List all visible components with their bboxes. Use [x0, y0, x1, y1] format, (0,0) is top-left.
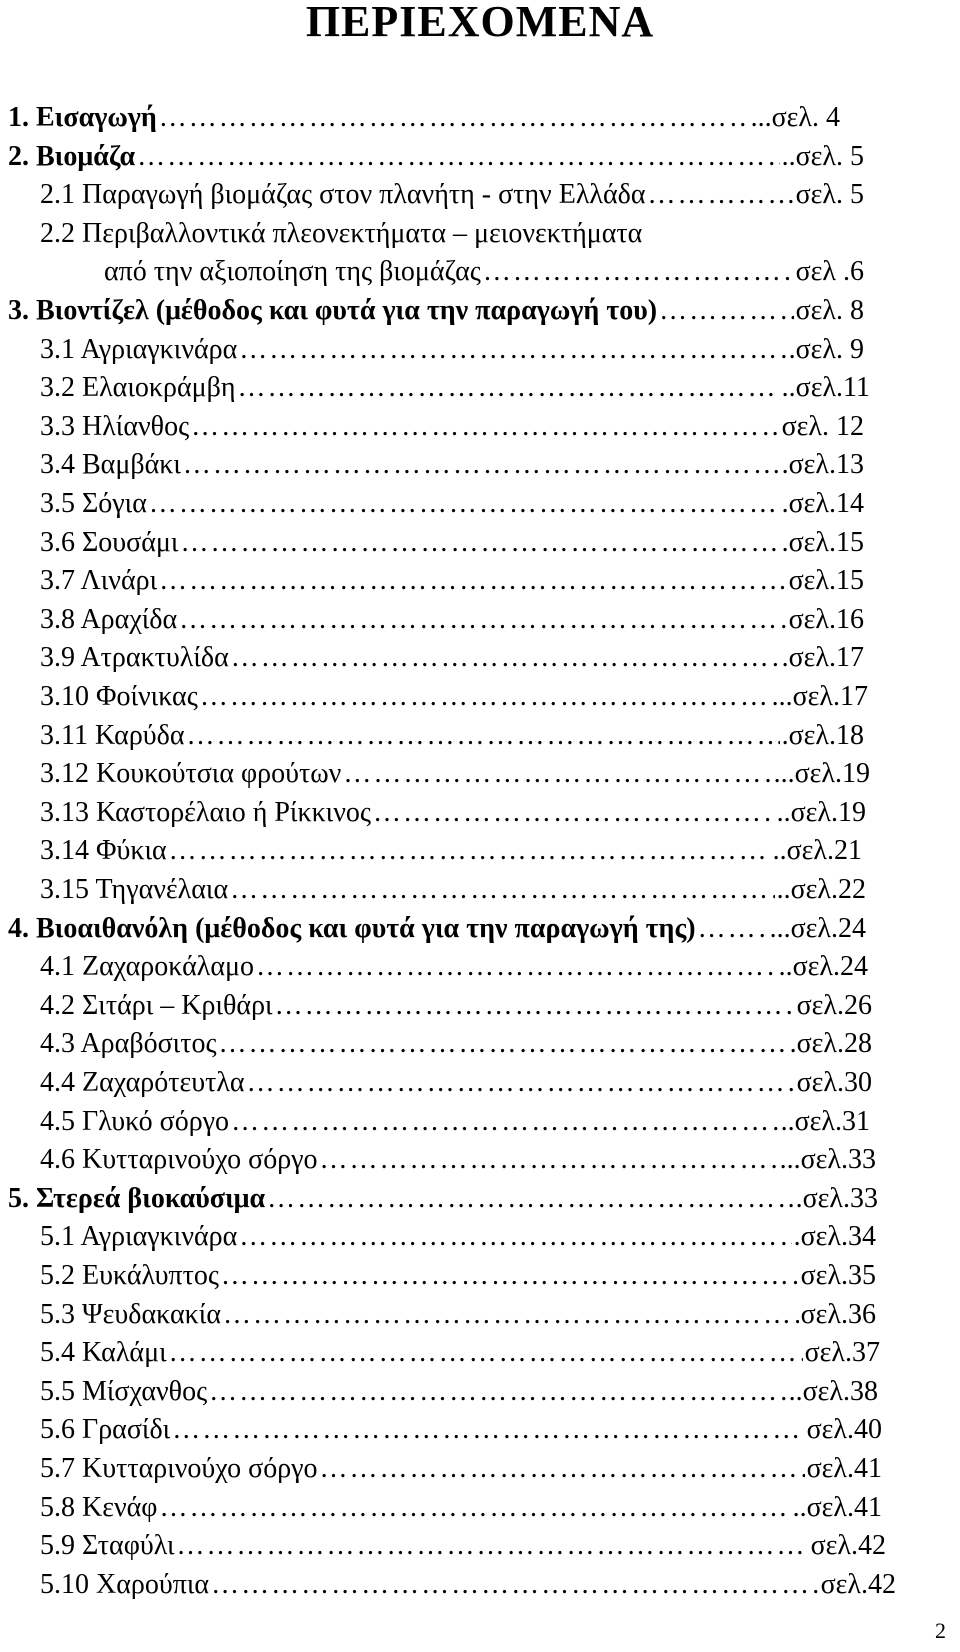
toc-entry	[40, 1333, 880, 1373]
toc-entry-label: 1. Εισαγωγή	[8, 102, 157, 133]
toc-entry	[40, 1410, 882, 1450]
toc-entry	[40, 175, 864, 215]
toc-leader-dots	[256, 947, 777, 987]
toc-entry-page: ..σελ.24	[778, 951, 868, 983]
toc-entry-page: σελ.30	[796, 1067, 872, 1098]
toc-entry-label: 5. Στερεά βιοκαύσιμα	[8, 1182, 266, 1214]
toc-entry	[40, 330, 864, 370]
toc-entry-label: 4.1 Ζαχαροκάλαμο	[40, 951, 255, 983]
toc-entry	[40, 484, 864, 524]
toc-entry	[8, 137, 864, 177]
toc-entry-page: ..σελ.41	[792, 1491, 882, 1523]
toc-entry-label: 5.1 Αγριαγκινάρα	[40, 1221, 238, 1253]
toc-entry-page: .σελ. 9	[788, 333, 864, 365]
toc-entry	[40, 600, 864, 640]
toc-entry	[40, 214, 864, 254]
toc-entry-page: .σελ.13	[781, 449, 864, 481]
page-title: ΠΕΡΙΕΧΟΜΕΝΑ	[305, 0, 655, 46]
toc-entry	[40, 1449, 882, 1489]
toc-entry-page: σελ.35	[800, 1260, 876, 1291]
toc-entry-page: ..σελ.21	[772, 835, 862, 867]
toc-entry-label: 2.2 Περιβαλλοντικά πλεονεκτήματα – μειονεκτήματα	[40, 217, 643, 249]
toc-entry-label: 4. Βιοαιθανόλη (μέθοδος και φυτά για την παραγωγή της)	[8, 912, 696, 944]
toc-entry-label: 2.1 Παραγωγή βιομάζας στον πλανήτη - στην Ελλάδα	[40, 179, 646, 211]
toc-leader-dots	[320, 1140, 778, 1180]
toc-leader-dots	[191, 407, 779, 447]
toc-entry	[8, 909, 866, 949]
toc-entry	[40, 1526, 886, 1566]
toc-leader-dots	[180, 523, 779, 563]
toc-entry-page: σελ .6	[795, 256, 864, 288]
toc-entry-page: ..σελ.22	[776, 874, 866, 905]
toc-entry-label: 3. Βιοντίζελ (μέθοδος και φυτά για την παραγωγή του)	[8, 295, 658, 326]
toc-leader-dots	[177, 1526, 809, 1566]
toc-entry-label: από την αξιοποίηση της βιομάζας	[104, 256, 481, 288]
toc-entry-page: ..σελ.11	[781, 372, 870, 404]
toc-entry	[40, 793, 866, 833]
toc-entry	[40, 1140, 876, 1180]
toc-leader-dots	[159, 1488, 790, 1528]
toc-leader-dots	[483, 252, 794, 292]
toc-entry-label: 4.6 Κυτταρινούχο σόργο	[40, 1144, 318, 1176]
toc-entry-page: σελ.28	[796, 1028, 872, 1060]
toc-entry	[40, 870, 866, 910]
toc-leader-dots	[659, 291, 793, 331]
toc-entry-page: .σελ.34	[793, 1221, 876, 1253]
toc-leader-dots	[169, 831, 771, 871]
toc-entry-page: σελ.36	[800, 1298, 876, 1330]
toc-entry-label: 3.14 Φύκια	[40, 835, 167, 867]
toc-entry	[8, 1179, 878, 1219]
toc-leader-dots	[247, 1063, 795, 1103]
toc-leader-dots	[230, 870, 774, 910]
toc-entry-page: σελ.16	[788, 603, 864, 635]
toc-leader-dots	[239, 1217, 791, 1257]
toc-entry-label: 5.5 Μίσχανθος	[40, 1375, 208, 1407]
toc-entry-label: 5.6 Γρασίδι	[40, 1414, 171, 1446]
toc-entry-page: ...σελ.33	[779, 1144, 876, 1176]
toc-entry	[40, 445, 864, 485]
toc-entry	[40, 754, 870, 794]
toc-leader-dots	[209, 1372, 786, 1412]
toc-entry-label: 5.8 Κενάφ	[40, 1491, 158, 1523]
toc-entry	[40, 407, 864, 447]
toc-leader-dots	[221, 1256, 799, 1296]
toc-entry	[40, 523, 864, 563]
toc-entry-page: .σελ.18	[781, 719, 864, 751]
toc-entry-page: ..σελ.19	[776, 796, 866, 828]
toc-entry-label: 5.3 Ψευδακακία	[40, 1298, 221, 1330]
toc-entry	[40, 1102, 870, 1142]
toc-entry-label: 3.12 Κουκούτσια φρούτων	[40, 758, 342, 790]
toc-entry-label: 4.3 Αραβόσιτος	[40, 1028, 217, 1060]
toc-leader-dots	[159, 561, 786, 601]
toc-leader-dots	[275, 986, 795, 1026]
toc-leader-dots	[200, 677, 770, 717]
toc-entry-page: σελ. 5	[795, 179, 864, 211]
toc-entry-label: 3.4 Βαμβάκι	[40, 449, 181, 481]
toc-entry-label: 2. Βιομάζα	[8, 140, 136, 172]
toc-leader-dots	[231, 638, 780, 678]
toc-entry-label: 3.9 Ατρακτυλίδα	[40, 642, 229, 674]
toc-entry-page: ..σελ.31	[780, 1105, 870, 1137]
toc-entry-page: ...σελ. 4	[750, 102, 840, 133]
toc-leader-dots	[211, 1565, 818, 1605]
toc-leader-dots	[149, 484, 780, 524]
toc-entry-page: σελ.37	[804, 1337, 880, 1369]
toc-entry-page: σελ.42	[820, 1568, 896, 1600]
toc-entry-label: 5.9 Σταφύλι	[40, 1530, 175, 1562]
toc-entry-label: 3.13 Καστορέλαιο ή Ρίκκινος	[40, 796, 371, 828]
toc-entry-label: 5.2 Ευκάλυπτος	[40, 1260, 219, 1291]
toc-leader-dots	[231, 1102, 779, 1142]
toc-entry-page: ..σελ.38	[788, 1375, 878, 1407]
toc-entry-label: 4.5 Γλυκό σόργο	[40, 1105, 230, 1137]
toc-entry-page: ...σελ.17	[771, 681, 868, 712]
toc-leader-dots	[219, 1024, 795, 1064]
toc-entry	[40, 947, 868, 987]
toc-entry	[40, 368, 870, 408]
toc-entry-page: σελ.40	[806, 1414, 882, 1446]
toc-entry-page: .σελ.14	[781, 488, 864, 519]
toc-entry	[40, 1488, 882, 1528]
toc-entry-label: 3.11 Καρύδα	[40, 719, 185, 751]
toc-entry-label: 3.5 Σόγια	[40, 488, 147, 519]
toc-entry	[40, 1372, 878, 1412]
toc-leader-dots	[223, 1295, 799, 1335]
toc-leader-dots	[648, 175, 794, 215]
toc-entry	[40, 986, 872, 1026]
toc-entry-label: 3.2 Ελαιοκράμβη	[40, 372, 236, 404]
toc-entry-page: σελ.41	[806, 1453, 882, 1484]
toc-entry-page: ...σελ.19	[773, 758, 870, 790]
toc-entry	[8, 98, 840, 138]
toc-entry-label: 3.10 Φοίνικας	[40, 681, 198, 712]
toc-entry	[104, 252, 864, 292]
toc-entry	[40, 1024, 872, 1064]
toc-entry-page: σελ.42	[810, 1530, 886, 1562]
toc-entry	[40, 677, 868, 717]
toc-leader-dots	[238, 368, 780, 408]
toc-entry-page: σελ.15	[788, 565, 864, 597]
toc-entry-label: 3.1 Αγριαγκινάρα	[40, 333, 238, 365]
toc-entry-label: 5.4 Καλάμι	[40, 1337, 167, 1369]
toc-entry-label: 4.2 Σιτάρι – Κριθάρι	[40, 989, 273, 1021]
toc-entry-page: .σελ.17	[781, 642, 864, 674]
toc-leader-dots	[179, 600, 786, 640]
toc-entry-page: σελ. 12	[781, 410, 864, 442]
toc-entry-page: ...σελ.24	[769, 912, 866, 944]
toc-leader-dots	[698, 909, 768, 949]
toc-entry	[40, 831, 862, 871]
toc-entry-label: 4.4 Ζαχαρότευτλα	[40, 1067, 245, 1098]
toc-leader-dots	[183, 445, 780, 485]
toc-entry-label: 3.6 Σουσάμι	[40, 526, 179, 558]
toc-entry	[40, 1295, 876, 1335]
page-number: 2	[935, 1618, 946, 1643]
toc-entry	[40, 561, 864, 601]
toc-entry-label: 3.8 Αραχίδα	[40, 603, 178, 635]
toc-entry	[40, 1063, 872, 1103]
toc-leader-dots	[137, 137, 779, 177]
toc-leader-dots	[239, 330, 786, 370]
toc-entry	[40, 1565, 896, 1605]
toc-entry-label: 3.7 Λινάρι	[40, 565, 158, 597]
toc-entry-page: ..σελ. 5	[781, 140, 864, 172]
toc-entry-label: 5.7 Κυτταρινούχο σόργο	[40, 1453, 318, 1484]
toc-entry-label: 3.15 Τηγανέλαια	[40, 874, 229, 905]
toc-entry	[40, 638, 864, 678]
toc-entry-page: .σελ.15	[781, 526, 864, 558]
toc-entry	[8, 291, 864, 331]
toc-entry-page: σελ. 8	[795, 295, 864, 326]
toc-leader-dots	[187, 716, 780, 756]
toc-entry-label: 3.3 Ηλίανθος	[40, 410, 190, 442]
toc-leader-dots	[169, 1333, 803, 1373]
toc-entry	[40, 1256, 876, 1296]
toc-entry-label: 5.10 Χαρούπια	[40, 1568, 210, 1600]
toc-leader-dots	[320, 1449, 805, 1489]
toc-entry	[40, 1217, 876, 1257]
toc-entry-page: .σελ.33	[795, 1182, 878, 1214]
toc-entry	[40, 716, 864, 756]
toc-leader-dots	[172, 1410, 804, 1450]
toc-leader-dots	[267, 1179, 793, 1219]
toc-entry-page: σελ.26	[796, 989, 872, 1021]
toc-leader-dots	[343, 754, 771, 794]
toc-leader-dots	[373, 793, 775, 833]
toc-leader-dots	[159, 98, 749, 138]
